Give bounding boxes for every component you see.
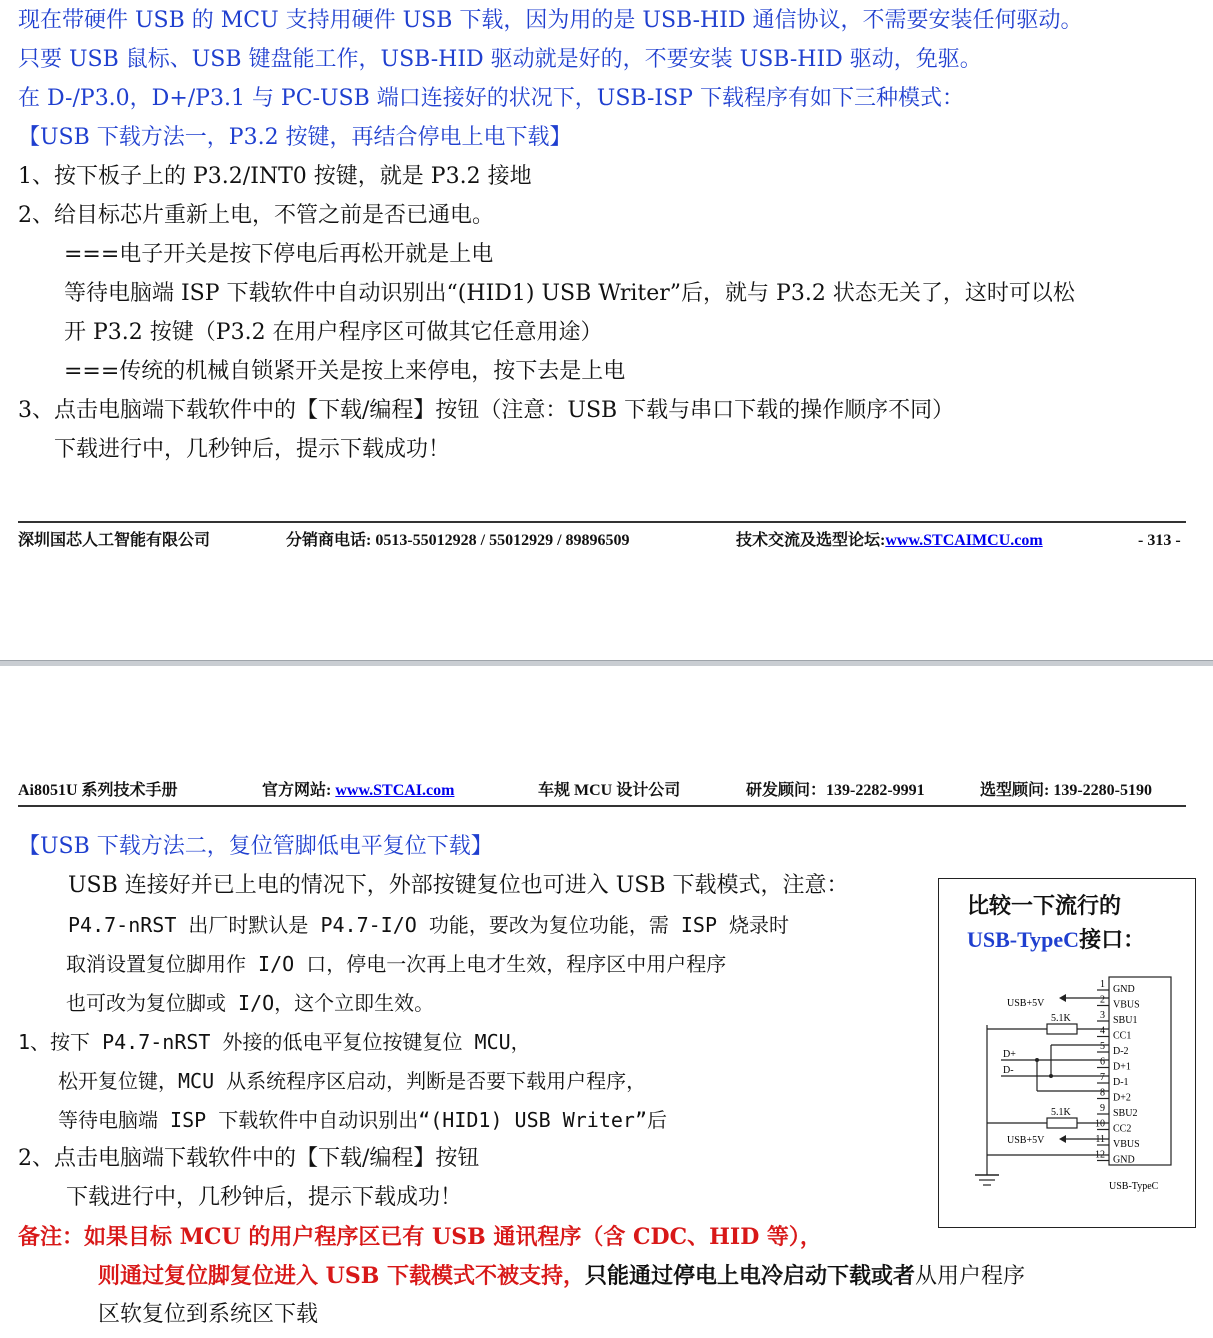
res-bottom-label: 5.1K bbox=[1051, 1107, 1071, 1118]
diagram-title-1: 比较一下流行的 bbox=[967, 893, 1122, 919]
connector-label: USB-TypeC bbox=[1109, 1181, 1159, 1192]
pin-signal-6: D+1 bbox=[1113, 1061, 1131, 1073]
pin-number-6: 6 bbox=[1100, 1056, 1105, 1068]
p2-success: 下载进行中，几秒钟后，提示下载成功！ bbox=[66, 1185, 463, 1210]
pin-number-8: 8 bbox=[1100, 1087, 1105, 1099]
resistor-bottom bbox=[1047, 1118, 1077, 1128]
pin-signal-4: CC1 bbox=[1113, 1030, 1132, 1042]
p1-footer-rule bbox=[18, 521, 1186, 523]
pin-number-10: 10 bbox=[1095, 1118, 1105, 1130]
p1-success: 下载进行中，几秒钟后，提示下载成功！ bbox=[54, 437, 451, 462]
pin-number-4: 4 bbox=[1100, 1025, 1105, 1037]
p1-footer-forum-label: 技术交流及选型论坛: bbox=[736, 532, 886, 549]
p1-footer-page: - 313 - bbox=[1138, 532, 1181, 549]
pin-signal-1: GND bbox=[1113, 984, 1135, 995]
p2-intro-3: 取消设置复位脚用作 I/O 口，停电一次再上电才生效，程序区中用户程序 bbox=[66, 952, 727, 976]
p2-header-manual: Ai8051U 系列技术手册 bbox=[18, 782, 178, 799]
pin-signal-3: SBU1 bbox=[1113, 1015, 1138, 1026]
pin-number-11: 11 bbox=[1095, 1134, 1105, 1145]
diagram-title-typec: USB-TypeC bbox=[967, 927, 1080, 952]
usb5v-top-arrow bbox=[1059, 994, 1066, 1002]
usb5v-top-label: USB+5V bbox=[1007, 998, 1045, 1009]
pin-signal-5: D-2 bbox=[1113, 1046, 1129, 1057]
pin-number-1: 1 bbox=[1100, 979, 1105, 990]
usb5v-bottom-arrow bbox=[1059, 1135, 1066, 1143]
p1-section-heading: 【USB 下载方法一，P3.2 按键，再结合停电上电下载】 bbox=[18, 125, 572, 150]
p2-intro-2: P4.7-nRST 出厂时默认是 P4.7-I/O 功能，要改为复位功能，需 ISP 烧录时 bbox=[68, 913, 790, 937]
p2-step-1-wait: 等待电脑端 ISP 下载软件中自动识别出“(HID1) USB Writer”后 bbox=[58, 1108, 667, 1132]
pin-signal-7: D-1 bbox=[1113, 1077, 1129, 1088]
p2-note-line-2 bbox=[98, 1261, 1025, 1292]
p1-step-1: 1、按下板子上的 P3.2/INT0 按键，就是 P3.2 接地 bbox=[18, 164, 532, 189]
pin-number-12: 12 bbox=[1095, 1149, 1105, 1161]
p2-header-rule bbox=[18, 805, 1186, 807]
pin-number-3: 3 bbox=[1100, 1010, 1105, 1021]
pin-signal-11: VBUS bbox=[1113, 1139, 1140, 1150]
resistor-top bbox=[1047, 1024, 1077, 1034]
p1-note-mechanical: ===传统的机械自锁紧开关是按上来停电，按下去是上电 bbox=[64, 359, 626, 384]
p2-intro-1: USB 连接好并已上电的情况下，外部按键复位也可进入 USB 下载模式，注意： bbox=[68, 873, 849, 898]
p1-line-3: 在 D-/P3.0，D+/P3.1 与 PC-USB 端口连接好的状况下，USB-ISP 下载程序有如下三种模式： bbox=[18, 86, 964, 111]
p2-note-line-1: 备注：如果目标 MCU 的用户程序区已有 USB 通讯程序（含 CDC、HID 等）， bbox=[18, 1224, 822, 1250]
p1-footer-forum-link[interactable]: www.STCAIMCU.com bbox=[885, 532, 1043, 549]
p2-note-plain: 从用户程序 bbox=[915, 1264, 1026, 1289]
p1-step-3: 3、点击电脑端下载软件中的【下载/编程】按钮（注意：USB 下载与串口下载的操作顺序不同） bbox=[18, 398, 955, 423]
pin-signal-9: SBU2 bbox=[1113, 1108, 1138, 1119]
p1-line-1: 现在带硬件 USB 的 MCU 支持用硬件 USB 下载，因为用的是 USB-HID 通信协议，不需要安装任何驱动。 bbox=[18, 8, 1083, 33]
p2-intro-4: 也可改为复位脚或 I/O，这个立即生效。 bbox=[66, 991, 435, 1015]
page-separator bbox=[0, 660, 1213, 666]
diagram-title-2 bbox=[967, 923, 1145, 954]
p2-step-1-release: 松开复位键，MCU 从系统程序区启动，判断是否要下载用户程序， bbox=[58, 1069, 647, 1093]
pin-signal-8: D+2 bbox=[1113, 1092, 1131, 1104]
pin-signal-2: VBUS bbox=[1113, 999, 1140, 1011]
p2-note-red: 则通过复位脚复位进入 USB 下载模式不被支持， bbox=[98, 1263, 585, 1289]
diagram-title-interface: 接口： bbox=[1079, 927, 1146, 953]
pin-signal-12: GND bbox=[1113, 1154, 1135, 1166]
p2-header-tagline: 车规 MCU 设计公司 bbox=[538, 782, 681, 799]
p1-step-2: 2、给目标芯片重新上电，不管之前是否已通电。 bbox=[18, 203, 494, 228]
p1-footer-company: 深圳国芯人工智能有限公司 bbox=[18, 532, 211, 549]
p1-footer-phone: 分销商电话: 0513-55012928 / 55012929 / 89896509 bbox=[286, 532, 630, 549]
dminus-label: D- bbox=[1003, 1065, 1014, 1076]
pin-signal-10: CC2 bbox=[1113, 1123, 1132, 1135]
pin-number-2: 2 bbox=[1100, 994, 1105, 1006]
p2-header-site-label: 官方网站: bbox=[262, 782, 336, 799]
p2-header-site-link[interactable]: www.STCAI.com bbox=[335, 782, 455, 799]
pin-number-7: 7 bbox=[1100, 1072, 1105, 1083]
p2-note-line-3: 区软复位到系统区下载 bbox=[98, 1302, 319, 1327]
p1-release-line: 开 P3.2 按键（P3.2 在用户程序区可做其它任意用途） bbox=[64, 320, 603, 345]
p2-header-site bbox=[262, 781, 454, 801]
pin-number-9: 9 bbox=[1100, 1103, 1105, 1114]
p2-step-2: 2、点击电脑端下载软件中的【下载/编程】按钮 bbox=[18, 1146, 480, 1171]
p2-section-heading: 【USB 下载方法二，复位管脚低电平复位下载】 bbox=[18, 834, 493, 859]
p2-note-bold: 只能通过停电上电冷启动下载或者 bbox=[585, 1263, 916, 1289]
pin-number-5: 5 bbox=[1100, 1041, 1105, 1052]
typec-diagram bbox=[938, 878, 1196, 1228]
dplus-label: D+ bbox=[1003, 1049, 1016, 1060]
p2-step-1: 1、按下 P4.7-nRST 外接的低电平复位按键复位 MCU， bbox=[18, 1030, 531, 1054]
p1-footer-forum bbox=[736, 531, 1043, 551]
p2-header-rd: 研发顾问：139-2282-9991 bbox=[746, 782, 925, 799]
usb5v-bottom-label: USB+5V bbox=[1007, 1135, 1045, 1146]
p1-wait-line: 等待电脑端 ISP 下载软件中自动识别出“(HID1) USB Writer”后，就与 P3.2 状态无关了，这时可以松 bbox=[64, 281, 1075, 306]
p2-header-sel: 选型顾问: 139-2280-5190 bbox=[980, 782, 1152, 799]
typec-schematic bbox=[939, 975, 1195, 1225]
p1-line-2: 只要 USB 鼠标、USB 键盘能工作，USB-HID 驱动就是好的，不要安装 USB-HID 驱动，免驱。 bbox=[18, 47, 982, 72]
p1-note-electronic: ===电子开关是按下停电后再松开就是上电 bbox=[64, 242, 494, 267]
res-top-label: 5.1K bbox=[1051, 1013, 1071, 1024]
